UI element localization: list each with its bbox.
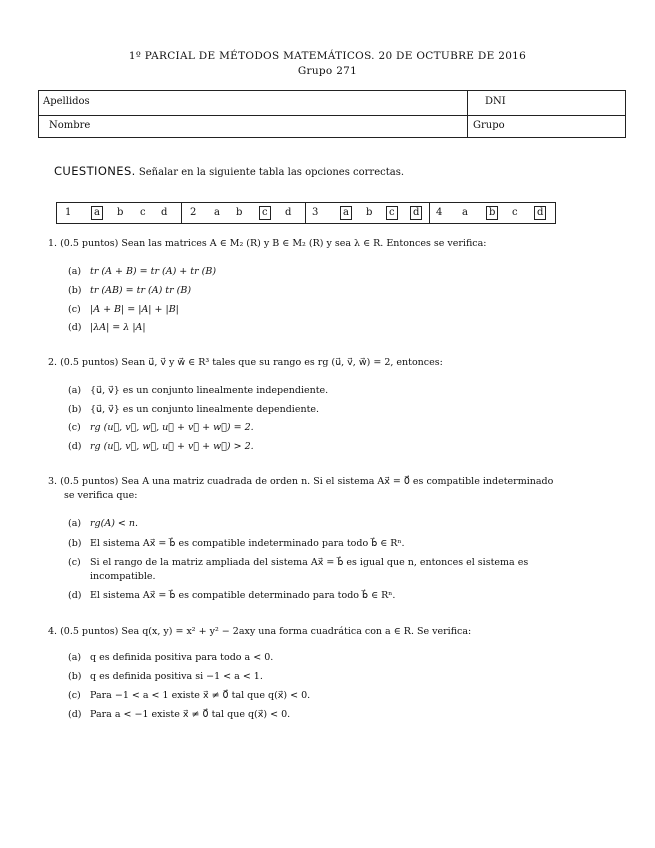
option-label: (c) xyxy=(68,557,81,568)
question-2-option-d xyxy=(68,440,588,453)
question-3-stem-continued: se verifica que: xyxy=(64,490,138,501)
answer-option-4c[interactable]: c xyxy=(512,207,518,218)
answer-group-3 xyxy=(305,203,430,223)
question-3-option-a xyxy=(68,517,588,530)
grupo-field[interactable]: Grupo xyxy=(473,120,505,131)
answer-option-2a[interactable]: a xyxy=(214,207,220,218)
question-4-option-c xyxy=(68,689,588,702)
answer-number: 4 xyxy=(436,207,443,218)
question-2-option-b xyxy=(68,403,588,416)
question-4-option-d xyxy=(68,708,588,721)
question-1-option-c xyxy=(68,303,588,316)
option-text: |λA| = λ |A| xyxy=(90,322,146,333)
exam-group: Grupo 271 xyxy=(297,65,358,77)
question-3-option-d xyxy=(68,589,588,602)
answer-option-4d[interactable]: d xyxy=(534,206,546,220)
option-label: (a) xyxy=(68,266,82,277)
answer-option-4a[interactable]: a xyxy=(462,207,468,218)
info-row-nombre xyxy=(39,115,625,139)
option-label: (c) xyxy=(68,422,81,433)
apellidos-field[interactable]: Apellidos xyxy=(43,96,90,107)
option-text: Si el rango de la matriz ampliada del sistema Ax⃗ = b⃗ es igual que n, entonces el sistema es xyxy=(90,557,529,568)
question-2-stem: 2. (0.5 puntos) Sean u⃗, v⃗ y w⃗ ∈ R³ tales que su rango es rg (u⃗, v⃗, w⃗) = 2, entonces: xyxy=(48,357,443,368)
answer-option-1a[interactable]: a xyxy=(91,206,103,220)
question-4-option-b xyxy=(68,670,588,683)
option-label: (a) xyxy=(68,652,82,663)
question-4-stem: 4. (0.5 puntos) Sea q(x, y) = x² + y² − 2axy una forma cuadrática con a ∈ R. Se verifica: xyxy=(48,626,472,637)
question-3-stem: 3. (0.5 puntos) Sea A una matriz cuadrada de orden n. Si el sistema Ax⃗ = 0⃗ es compatible indeterminado xyxy=(48,476,554,487)
option-text: tr (AB) = tr (A) tr (B) xyxy=(90,285,192,296)
question-1-stem: 1. (0.5 puntos) Sean las matrices A ∈ M₂ (R) y B ∈ M₂ (R) y sea λ ∈ R. Entonces se verifica: xyxy=(48,238,487,249)
section-heading xyxy=(54,164,404,178)
answer-option-1b[interactable]: b xyxy=(117,207,124,218)
option-label: (b) xyxy=(68,404,82,415)
option-label: (d) xyxy=(68,590,82,601)
question-1-option-b xyxy=(68,284,588,297)
option-label: (d) xyxy=(68,322,82,333)
option-text: El sistema Ax⃗ = b⃗ es compatible indeterminado para todo b⃗ ∈ Rⁿ. xyxy=(90,538,405,549)
option-text: rg (u⃗, v⃗, w⃗, u⃗ + v⃗ + w⃗) > 2. xyxy=(90,441,254,452)
option-label: (b) xyxy=(68,671,82,682)
answer-option-2b[interactable]: b xyxy=(236,207,243,218)
question-1-option-a xyxy=(68,265,588,278)
answer-table xyxy=(56,202,556,224)
option-label: (b) xyxy=(68,285,82,296)
option-text: q es definida positiva si −1 < a < 1. xyxy=(90,671,263,682)
option-label: (d) xyxy=(68,709,82,720)
answer-option-2c[interactable]: c xyxy=(259,206,271,220)
option-text: Para −1 < a < 1 existe x⃗ ≠ 0⃗ tal que q(x⃗) < 0. xyxy=(90,690,311,701)
answer-option-3b[interactable]: b xyxy=(366,207,373,218)
option-text: Para a < −1 existe x⃗ ≠ 0⃗ tal que q(x⃗) < 0. xyxy=(90,709,291,720)
section-title: CUESTIONES. xyxy=(54,164,136,178)
option-text: rg(A) < n. xyxy=(90,518,139,529)
option-label: (b) xyxy=(68,538,82,549)
question-3-option-c-continued: incompatible. xyxy=(90,571,156,582)
option-label: (c) xyxy=(68,690,81,701)
answer-number: 1 xyxy=(65,207,72,218)
option-text: tr (A + B) = tr (A) + tr (B) xyxy=(90,266,217,277)
nombre-field[interactable]: Nombre xyxy=(49,120,91,131)
option-text: rg (u⃗, v⃗, w⃗, u⃗ + v⃗ + w⃗) = 2. xyxy=(90,422,254,433)
answer-group-4 xyxy=(429,203,556,223)
exam-title: 1º PARCIAL DE MÉTODOS MATEMÁTICOS. 20 DE OCTUBRE DE 2016 xyxy=(128,50,527,62)
answer-option-3a[interactable]: a xyxy=(340,206,352,220)
question-3-option-c xyxy=(68,556,588,569)
question-2-option-a xyxy=(68,384,588,397)
answer-option-4b[interactable]: b xyxy=(486,206,498,220)
answer-number: 2 xyxy=(190,207,197,218)
option-text: {u⃗, v⃗} es un conjunto linealmente independiente. xyxy=(90,385,329,396)
option-text: |A + B| = |A| + |B| xyxy=(90,304,179,315)
dni-field[interactable]: DNI xyxy=(485,96,506,107)
student-info-table xyxy=(38,90,626,138)
option-label: (a) xyxy=(68,518,82,529)
question-3-option-b xyxy=(68,537,588,550)
question-4-option-a xyxy=(68,651,588,664)
answer-option-3d[interactable]: d xyxy=(410,206,422,220)
info-row-apellidos xyxy=(39,91,625,114)
answer-option-1c[interactable]: c xyxy=(140,207,146,218)
option-label: (a) xyxy=(68,385,82,396)
answer-group-2 xyxy=(181,203,306,223)
answer-group-1 xyxy=(57,203,181,223)
section-instruction: Señalar en la siguiente tabla las opciones correctas. xyxy=(138,167,405,178)
option-text: El sistema Ax⃗ = b⃗ es compatible determinado para todo b⃗ ∈ Rⁿ. xyxy=(90,590,396,601)
answer-number: 3 xyxy=(312,207,319,218)
question-2-option-c xyxy=(68,421,588,434)
option-label: (c) xyxy=(68,304,81,315)
option-label: (d) xyxy=(68,441,82,452)
question-1-option-d xyxy=(68,321,588,334)
option-text: {u⃗, v⃗} es un conjunto linealmente dependiente. xyxy=(90,404,320,415)
option-text: q es definida positiva para todo a < 0. xyxy=(90,652,274,663)
answer-option-1d[interactable]: d xyxy=(161,207,168,218)
answer-option-2d[interactable]: d xyxy=(285,207,292,218)
answer-option-3c[interactable]: c xyxy=(386,206,398,220)
